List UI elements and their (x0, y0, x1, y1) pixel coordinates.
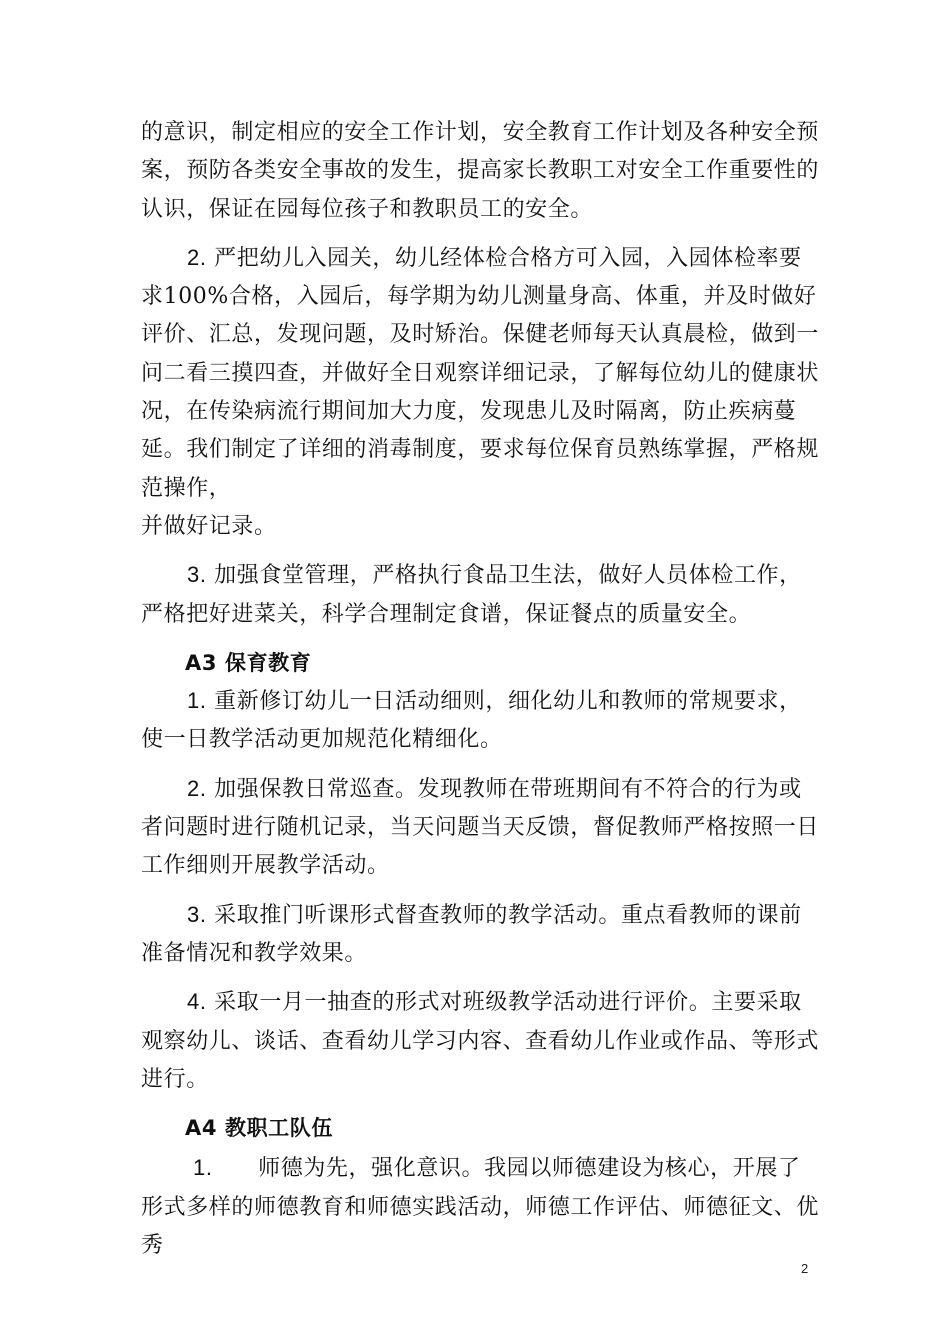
list-item (141, 983, 821, 1099)
paragraph-canteen (141, 556, 821, 634)
item-text: 师德为先，强化意识。我园以师德建设为核心，开展了形式多样的师德教育和师德实践活动，师德工作评估、师德征文、优秀 (141, 1156, 820, 1259)
item-text: 重新修订幼儿一日活动细则，细化幼儿和教师的常规要求，使一日教学活动更加规范化精细化。 (141, 689, 802, 753)
page-number: 2 (801, 1261, 809, 1276)
paragraph-admission-health (141, 239, 821, 546)
item-number: 3. (187, 562, 207, 588)
paragraph-tail: 并做好记录。 (141, 513, 277, 539)
item-text: 采取一月一抽查的形式对班级教学活动进行评价。主要采取观察幼儿、谈话、查看幼儿学习内容、查看幼儿作业或作品、等形式进行。 (141, 990, 820, 1092)
paragraph-safety-awareness (141, 114, 821, 229)
list-item (141, 1149, 821, 1265)
list-item (141, 682, 821, 760)
list-item (141, 770, 821, 886)
item-number: 4. (187, 989, 207, 1015)
item-text: 采取推门听课形式督查教师的教学活动。重点看教师的课前准备情况和教学效果。 (141, 902, 802, 966)
item-number: 2. (187, 244, 207, 270)
list-item (141, 896, 821, 974)
item-number: 2. (187, 775, 207, 801)
section-heading-a4: A4 教职工队伍 (185, 1116, 333, 1141)
document-body (141, 114, 821, 1265)
item-text: 加强保教日常巡查。发现教师在带班期间有不符合的行为或者问题时进行随机记录，当天问题当天反馈，督促教师严格按照一日工作细则开展教学活动。 (141, 776, 820, 879)
section-heading-a3: A3 保育教育 (185, 650, 312, 675)
paragraph-text: 的意识，制定相应的安全工作计划，安全教育工作计划及各种安全预案，预防各类安全事故的发生，提高家长教职工对安全工作重要性的认识，保证在园每位孩子和教职员工的安全。 (141, 120, 820, 222)
paragraph-text: 加强食堂管理，严格执行食品卫生法，做好人员体检工作，严格把好进菜关，科学合理制定食谱，保证餐点的质量安全。 (141, 563, 802, 627)
item-number: 1. (193, 1155, 213, 1181)
item-number: 1. (187, 688, 207, 714)
paragraph-text: 严把幼儿入园关，幼儿经体检合格方可入园，入园体检率要求100%合格，入园后，每学期为幼儿测量身高、体重，并及时做好评价、汇总，发现问题，及时矫治。保健老师每天认真晨检，做到一问二看三摸四查，并做好全日观察详细记录，了解每位幼儿的健康状况，在传染病流行期间加大力度，发现患儿及时隔离，防止疾病蔓延。我们制定了详细的消毒制度，要求每位保育员熟练掌握，严格规范操作， (141, 245, 820, 501)
item-number: 3. (187, 901, 207, 927)
